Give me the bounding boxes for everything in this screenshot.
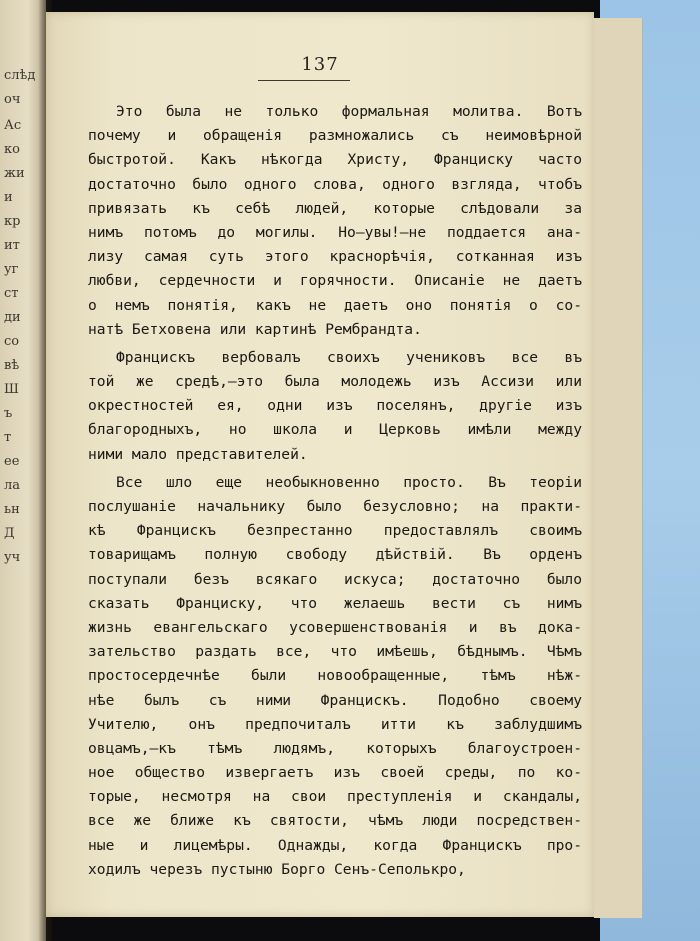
text-line: благородныхъ, но школа и Церковь имѣли между: [88, 421, 582, 439]
text-line: привязать къ себѣ людей, которые слѣдовали за: [88, 199, 582, 217]
facing-page-fragment: ст: [4, 286, 19, 301]
facing-page-fragment: ди: [4, 310, 21, 325]
text-line: кѣ Францискъ безпрестанно предоставлялъ своимъ: [88, 522, 582, 540]
text-line: почему и обращенія размножались съ неимовѣрной: [88, 127, 582, 145]
facing-page-fragment: Ас: [4, 118, 22, 133]
text-line: лизу самая суть этого краснорѣчія, сотканная изъ: [88, 248, 582, 266]
text-line: овцамъ,—къ тѣмъ людямъ, которыхъ благоустроен-: [88, 739, 582, 757]
page-number-rule: [258, 80, 350, 81]
facing-page-fragment: уч: [4, 550, 21, 565]
text-line: сказать Франциску, что желаешь вести съ нимъ: [88, 594, 582, 612]
facing-page-fragment: т: [4, 430, 12, 445]
facing-page-fragment: ит: [4, 238, 20, 253]
text-line: Францискъ вербовалъ своихъ учениковъ все въ: [116, 348, 582, 366]
text-line: все же ближе къ святости, чѣмъ люди посредствен-: [88, 812, 582, 830]
facing-page-fragment: ьн: [4, 502, 20, 517]
text-line: простосердечнѣе были новообращенные, тѣмъ нѣж-: [88, 667, 582, 685]
text-line: жизнь евангельскаго усовершенствованія и въ дока-: [88, 618, 582, 636]
facing-page-fragment: Ш: [4, 382, 19, 397]
text-line: о немъ понятія, какъ не даетъ оно понятія о со-: [88, 296, 582, 314]
facing-page-fragment: Д: [4, 526, 15, 541]
facing-page-fragment: вѣ: [4, 358, 20, 373]
facing-page-fragment: ъ: [4, 406, 13, 421]
facing-page-fragment: кр: [4, 214, 21, 229]
text-line: окрестностей ея, одни изъ поселянъ, другіе изъ: [88, 397, 582, 415]
page-number: 137: [301, 54, 339, 75]
text-line: зательство раздать все, что имѣешь, бѣднымъ. Чѣмъ: [88, 643, 582, 661]
text-line: быстротой. Какъ нѣкогда Христу, Франциску часто: [88, 151, 582, 169]
text-line: достаточно было одного слова, одного взгляда, чтобъ: [88, 175, 582, 193]
text-line: ходилъ черезъ пустыню Борго Сенъ-Сеполькро,: [88, 860, 466, 878]
facing-page-fragment: слѣд: [4, 68, 36, 83]
text-line: товарищамъ полную свободу дѣйствій. Въ орденъ: [88, 546, 582, 564]
text-line: нѣе былъ съ ними Францискъ. Подобно своему: [88, 691, 582, 709]
text-line: послушаніе начальнику было безусловно; на практи-: [88, 498, 582, 515]
facing-page-fragment: и: [4, 190, 13, 205]
text-line: ними мало представителей.: [88, 445, 308, 463]
facing-page-fragment: ла: [4, 478, 21, 493]
text-line: торые, несмотря на свои преступленія и скандалы,: [88, 788, 582, 806]
text-line: ное общество извергаетъ изъ своей среды, по ко-: [88, 764, 582, 782]
text-line: нимъ потомъ до могилы. Но—увы!—не поддается ана-: [88, 223, 582, 241]
paragraph: [88, 471, 582, 882]
facing-page-fragment: уг: [4, 262, 19, 277]
text-line: ные и лицемѣры. Однажды, когда Францискъ про-: [88, 836, 582, 854]
paragraph: [88, 346, 582, 467]
text-line: Все шло еще необыкновенно просто. Въ теоріи: [116, 473, 582, 491]
text-line: натѣ Бетховена или картинѣ Рембрандта.: [88, 320, 422, 338]
text-line: поступали безъ всякаго искуса; достаточно было: [88, 570, 582, 588]
text-line: Это была не только формальная молитва. Вотъ: [116, 103, 582, 120]
page-edges: [594, 18, 643, 918]
facing-page-fragment: жи: [4, 166, 25, 181]
facing-page-fragment: ко: [4, 142, 20, 157]
page-text: [88, 100, 582, 882]
facing-page-fragment: со: [4, 334, 20, 349]
book-page: [46, 12, 594, 917]
paragraph: [88, 100, 582, 342]
text-line: любви, сердечности и горячности. Описаніе не даетъ: [88, 272, 582, 290]
facing-page-fragment: оч: [4, 92, 21, 107]
facing-page-fragment: ее: [4, 454, 20, 469]
text-line: той же средѣ,—это была молодежь изъ Ассизи или: [88, 373, 582, 391]
text-line: Учителю, онъ предпочиталъ итти къ заблудшимъ: [88, 715, 582, 733]
